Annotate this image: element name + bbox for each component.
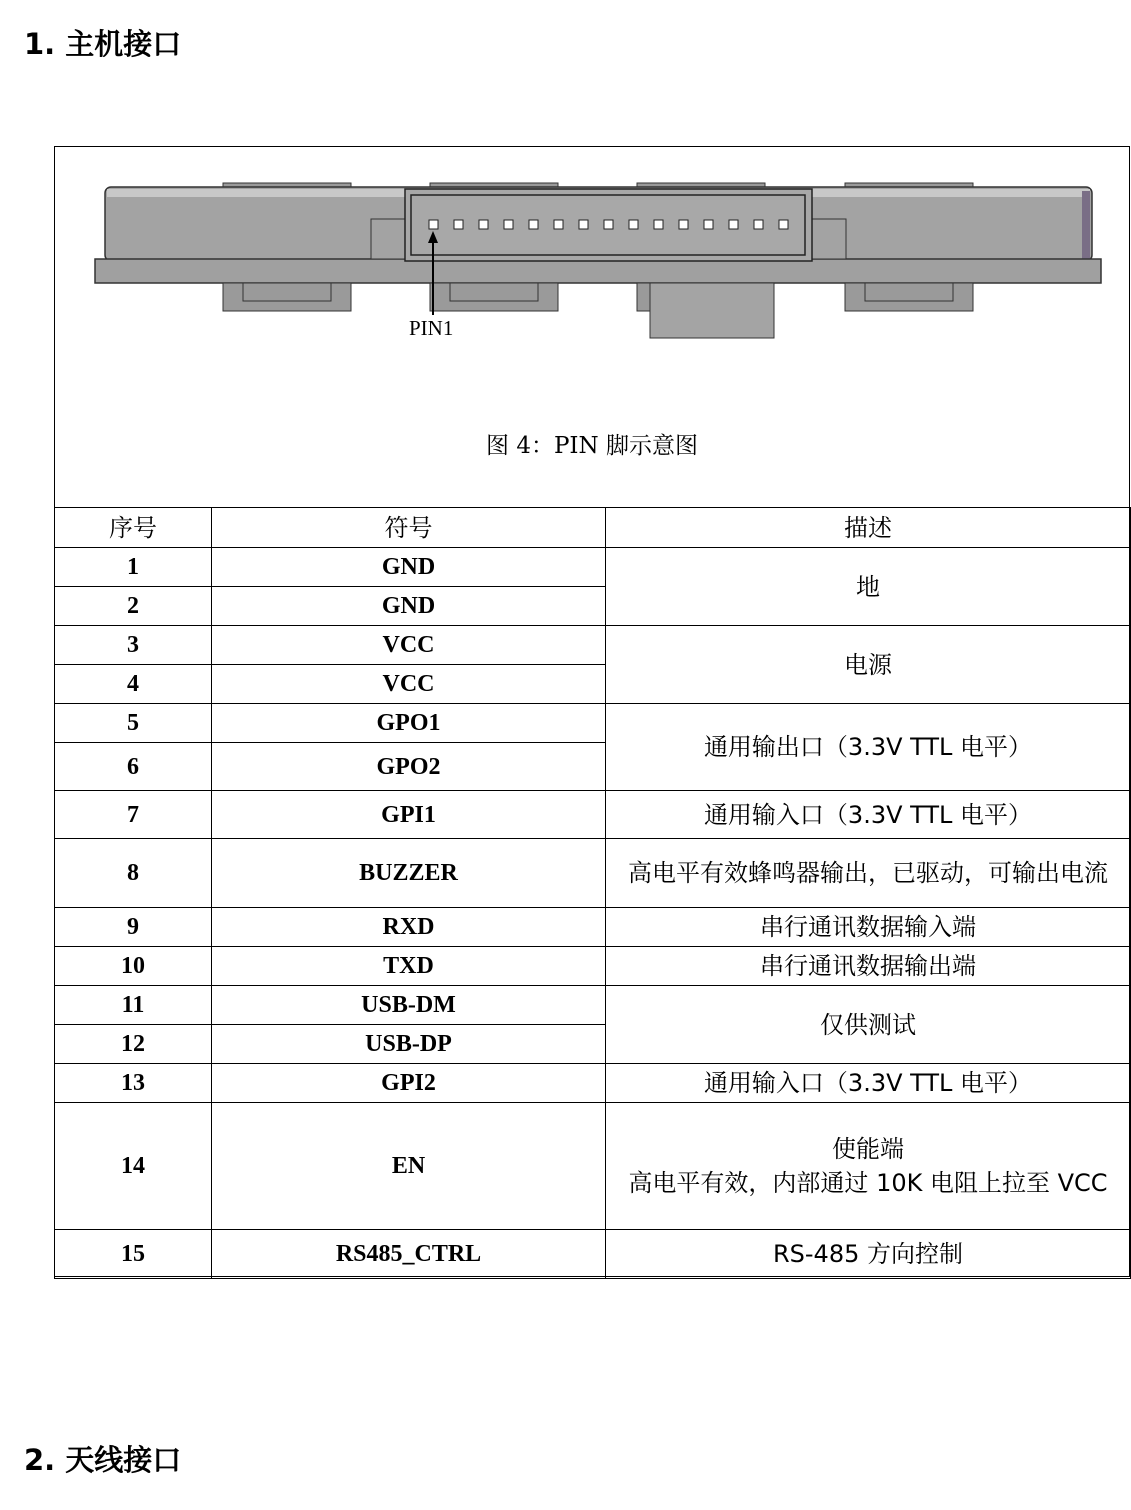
header-symbol: 符号: [212, 508, 606, 548]
table-row: [55, 1064, 1131, 1103]
pin-no: 3: [55, 626, 212, 665]
pin-no: 9: [55, 908, 212, 947]
pin-no: 13: [55, 1064, 212, 1103]
pin-description: 通用输入口（3.3V TTL 电平）: [606, 791, 1131, 839]
pin-symbol: GPO2: [212, 743, 606, 791]
pin-symbol: EN: [212, 1103, 606, 1230]
en-description-line1: 使能端: [832, 1135, 904, 1163]
header-description: 描述: [606, 508, 1131, 548]
pin1-label: PIN1: [409, 316, 454, 340]
table-row: [55, 548, 1131, 587]
pin-no: 12: [55, 1025, 212, 1064]
table-row: [55, 947, 1131, 986]
table-row: [55, 839, 1131, 908]
pin-no: 2: [55, 587, 212, 626]
figure-caption: 图 4：PIN 脚示意图: [486, 433, 698, 459]
table-row: [55, 1103, 1131, 1230]
pin-no: 6: [55, 743, 212, 791]
pin-description: 地: [606, 548, 1131, 626]
pin-description: 通用输出口（3.3V TTL 电平）: [606, 704, 1131, 791]
pin-no: 8: [55, 839, 212, 908]
pin-description: 通用输入口（3.3V TTL 电平）: [606, 1064, 1131, 1103]
pin-description: 高电平有效蜂鸣器输出，已驱动，可输出电流: [606, 839, 1131, 908]
pin-symbol: USB-DM: [212, 986, 606, 1025]
pin-no: 1: [55, 548, 212, 587]
pin-no: 7: [55, 791, 212, 839]
pin-symbol: USB-DP: [212, 1025, 606, 1064]
table-header-row: [55, 508, 1131, 548]
pin-description: RS-485 方向控制: [606, 1230, 1131, 1279]
pin-no: 5: [55, 704, 212, 743]
pin-no: 11: [55, 986, 212, 1025]
section-heading-antenna-interface: 2. 天线接口: [24, 1443, 182, 1477]
en-description-line2: 高电平有效，内部通过 10K 电阻上拉至 VCC: [628, 1169, 1108, 1197]
table-row: [55, 908, 1131, 947]
pin-no: 15: [55, 1230, 212, 1279]
pin-diagram-figure: [55, 147, 1129, 508]
pin-description: 仅供测试: [606, 986, 1131, 1064]
table-row: [55, 1230, 1131, 1279]
section-heading-host-interface: 1. 主机接口: [24, 27, 182, 61]
pin-no: 14: [55, 1103, 212, 1230]
pin-symbol: GPI1: [212, 791, 606, 839]
pin-symbol: VCC: [212, 665, 606, 704]
pin-symbol: TXD: [212, 947, 606, 986]
table-row: [55, 704, 1131, 743]
pin-holes: [429, 220, 788, 229]
table-row: [55, 986, 1131, 1025]
pin-symbol: RS485_CTRL: [212, 1230, 606, 1279]
pin-symbol: VCC: [212, 626, 606, 665]
pin-description: 电源: [606, 626, 1131, 704]
pin-description: 串行通讯数据输入端: [606, 908, 1131, 947]
pin-symbol: RXD: [212, 908, 606, 947]
table-row: [55, 791, 1131, 839]
pin-description: 串行通讯数据输出端: [606, 947, 1131, 986]
pin-symbol: GPI2: [212, 1064, 606, 1103]
table-row: [55, 626, 1131, 665]
pin-description: [606, 1103, 1131, 1230]
pin-symbol: GND: [212, 587, 606, 626]
pin-symbol: BUZZER: [212, 839, 606, 908]
pin-no: 10: [55, 947, 212, 986]
pin-table-frame: [54, 146, 1130, 1277]
header-no: 序号: [55, 508, 212, 548]
pin-symbol: GPO1: [212, 704, 606, 743]
pin-symbol: GND: [212, 548, 606, 587]
pin-table: [54, 507, 1131, 1279]
pin-no: 4: [55, 665, 212, 704]
